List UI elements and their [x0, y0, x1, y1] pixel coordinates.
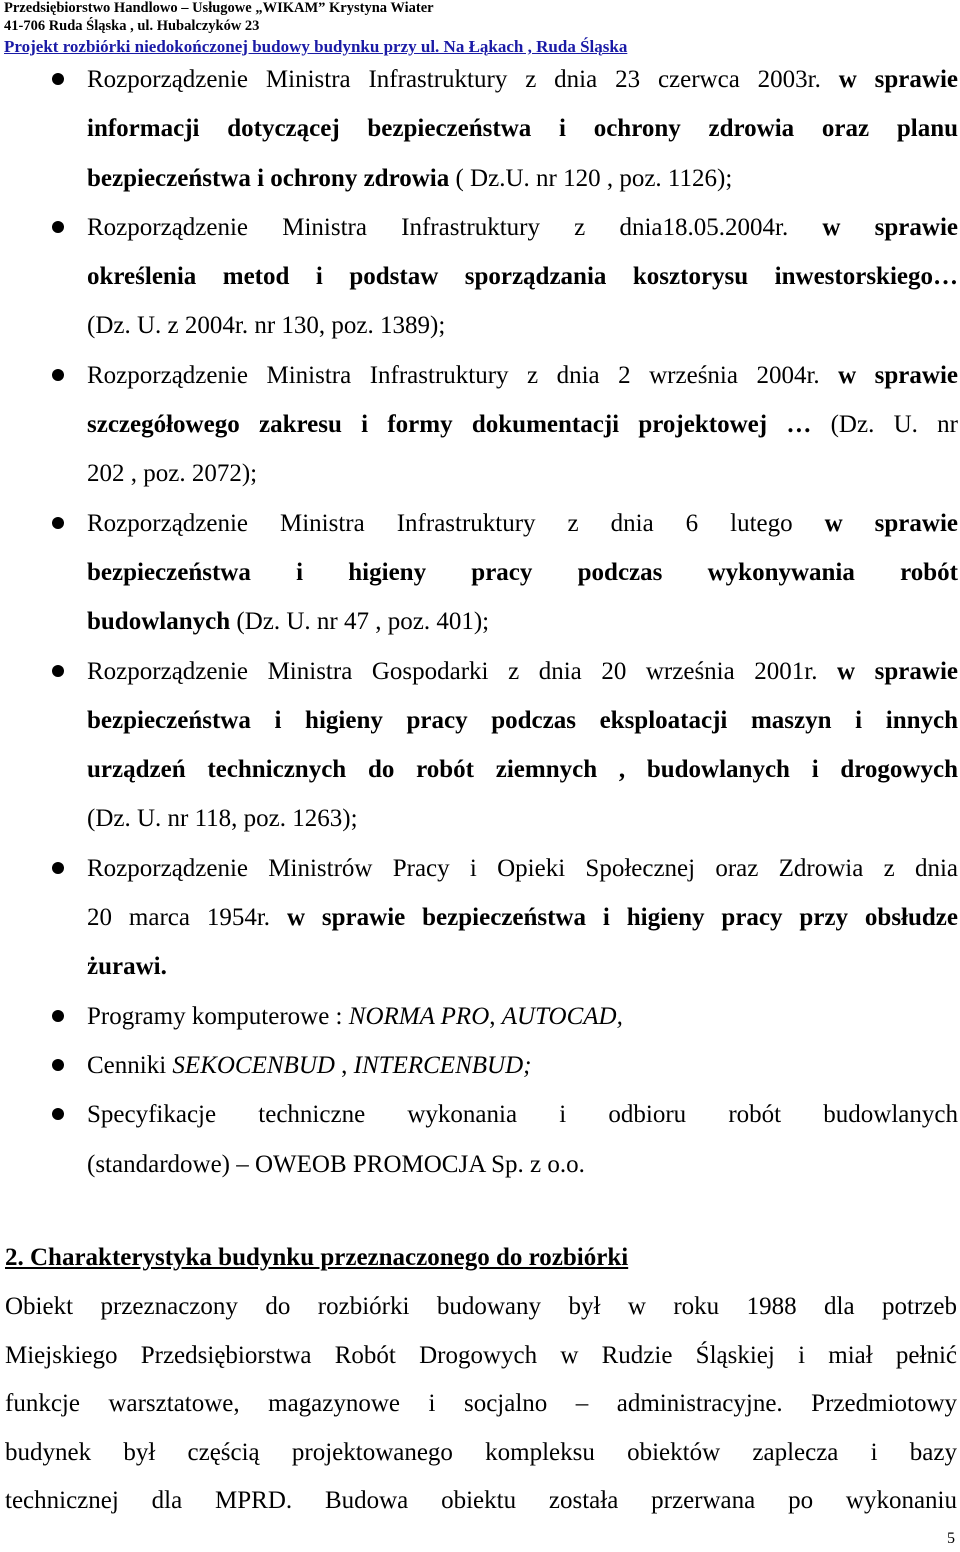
- list-item-line: bezpieczeństwa i ochrony zdrowia ( Dz.U. nr 120 , poz. 1126);: [87, 164, 733, 192]
- bullet-icon: [52, 517, 64, 529]
- bullet-icon: [52, 1108, 64, 1120]
- list-item-line: 202 , poz. 2072);: [87, 460, 258, 488]
- list-item: [0, 203, 960, 351]
- list-item-line: Rozporządzenie Ministrów Pracy i Opieki Społecznej oraz Zdrowia z dnia: [87, 854, 958, 882]
- bullet-icon: [52, 665, 64, 677]
- list-item-line: Specyfikacje techniczne wykonania i odbioru robót budowlanych: [87, 1101, 958, 1129]
- list-item-line: Programy komputerowe : NORMA PRO, AUTOCAD,: [87, 1002, 623, 1030]
- regulations-list: [0, 55, 960, 1189]
- list-item: [0, 351, 960, 499]
- list-item-line: Rozporządzenie Ministra Infrastruktury z dnia 23 czerwca 2003r. w sprawie: [87, 66, 958, 93]
- list-item-line: żurawi.: [87, 953, 167, 981]
- list-item-line: Cenniki SEKOCENBUD , INTERCENBUD;: [87, 1051, 532, 1079]
- bullet-icon: [52, 1059, 64, 1071]
- list-item: [0, 55, 960, 203]
- list-item-line: (Dz. U. nr 118, poz. 1263);: [87, 805, 358, 833]
- bullet-icon: [52, 1010, 64, 1022]
- list-item: [0, 647, 960, 844]
- list-item-line: urządzeń technicznych do robót ziemnych , budowlanych i drogowych: [87, 756, 958, 784]
- paragraph-line: funkcje warsztatowe, magazynowe i socjalno – administracyjne. Przedmiotowy: [5, 1390, 957, 1417]
- list-item: [0, 499, 960, 647]
- list-item-line: Rozporządzenie Ministra Infrastruktury z dnia 6 lutego w sprawie: [87, 509, 958, 537]
- paragraph-line: Miejskiego Przedsiębiorstwa Robót Drogowych w Rudzie Śląskiej i miał pełnić: [5, 1341, 957, 1369]
- list-item-line: szczegółowego zakresu i formy dokumentacji projektowej … (Dz. U. nr: [87, 411, 959, 439]
- list-item: [0, 992, 960, 1041]
- bullet-icon: [52, 369, 64, 381]
- header-address: 41-706 Ruda Śląska , ul. Hubalczyków 23: [4, 18, 260, 34]
- list-item-line: (standardowe) – OWEOB PROMOCJA Sp. z o.o.: [87, 1150, 585, 1178]
- list-item-line: (Dz. U. z 2004r. nr 130, poz. 1389);: [87, 312, 446, 340]
- list-item-line: informacji dotyczącej bezpieczeństwa i ochrony zdrowia oraz planu: [87, 115, 958, 143]
- list-item-line: Rozporządzenie Ministra Gospodarki z dnia 20 września 2001r. w sprawie: [87, 657, 958, 685]
- list-item-line: określenia metod i podstaw sporządzania kosztorysu inwestorskiego…: [87, 263, 958, 291]
- list-item: [0, 1090, 960, 1189]
- bullet-icon: [52, 862, 64, 874]
- paragraph-line: Obiekt przeznaczony do rozbiórki budowany był w roku 1988 dla potrzeb: [5, 1293, 957, 1320]
- paragraph-line: budynek był częścią projektowanego kompleksu obiektów zaplecza i bazy: [5, 1438, 957, 1466]
- header-company-name: Przedsiębiorstwo Handlowo – Usługowe „WIKAM” Krystyna Wiater: [4, 0, 434, 16]
- list-item-line: bezpieczeństwa i higieny pracy podczas wykonywania robót: [87, 558, 958, 586]
- body-paragraph: [5, 1283, 957, 1526]
- section-heading: 2. Charakterystyka budynku przeznaczonego do rozbiórki: [5, 1244, 629, 1271]
- list-item: [0, 1041, 960, 1090]
- bullet-icon: [52, 73, 64, 85]
- paragraph-line: technicznej dla MPRD. Budowa obiektu została przerwana po wykonaniu: [5, 1487, 957, 1514]
- list-item-line: Rozporządzenie Ministra Infrastruktury z dnia 2 września 2004r. w sprawie: [87, 361, 958, 389]
- list-item-line: 20 marca 1954r. w sprawie bezpieczeństwa i higieny pracy przy obsłudze: [87, 904, 959, 932]
- header-project-title: Projekt rozbiórki niedokończonej budowy budynku przy ul. Na Łąkach , Ruda Śląska: [4, 37, 628, 56]
- list-item-line: budowlanych (Dz. U. nr 47 , poz. 401);: [87, 608, 490, 636]
- page-number: 5: [947, 1530, 955, 1547]
- list-item-line: bezpieczeństwa i higieny pracy podczas eksploatacji maszyn i innych: [87, 706, 958, 734]
- list-item: [0, 844, 960, 992]
- bullet-icon: [52, 221, 64, 233]
- list-item-line: Rozporządzenie Ministra Infrastruktury z dnia18.05.2004r. w sprawie: [87, 213, 958, 241]
